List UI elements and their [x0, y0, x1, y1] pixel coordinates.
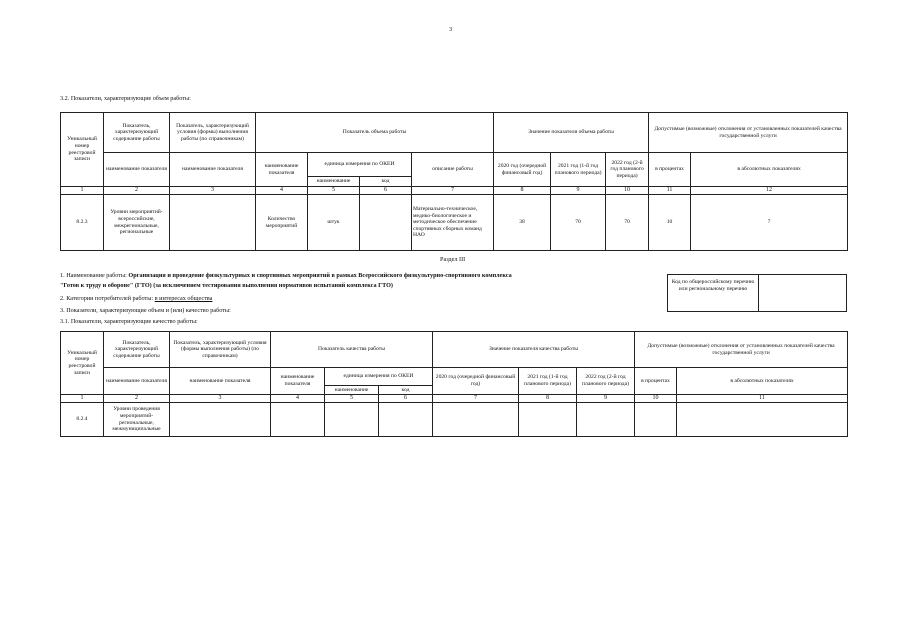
column-number: 8 [494, 187, 551, 195]
row-value-2022: 70 [606, 195, 649, 251]
column-number: 7 [433, 395, 519, 403]
row-conditions [170, 195, 256, 251]
quality-heading: 3.1. Показатели, характеризующие качество работы: [60, 318, 198, 325]
column-number: 9 [577, 395, 635, 403]
row-description: Материально-техническое, медико-биологическое и методическое обеспечение спортивных сборных команд НАО [412, 195, 494, 251]
header-name-indicator: наименование показателя [170, 153, 256, 187]
consumer-category-line [60, 295, 212, 303]
header-okei-code: код [379, 386, 433, 395]
header-quality-value: Значение показателя качества работы [433, 332, 635, 368]
header-conditions: Показатель, характеризующий условия (формы) выполнения работы (по справочникам) [170, 113, 256, 153]
row-okei-code [360, 195, 412, 251]
table-row [61, 403, 848, 437]
row-code: 8.2.3 [61, 195, 104, 251]
header-work-description: описание работы [412, 153, 494, 187]
header-year-2020: 2020 год (очередной финансовый год) [494, 153, 551, 187]
consumer-category-label: 2. Категории потребителей работы: [60, 295, 154, 302]
row-absolute [677, 403, 848, 437]
header-deviations: Допустимые (возможные) отклонения от установленных показателей качества государственной услуги [649, 113, 848, 153]
header-absolute: в абсолютных показателях [677, 368, 848, 395]
header-quality-indicator: Показатель качества работы [271, 332, 433, 368]
row-value-2020: 38 [494, 195, 551, 251]
registry-code-value-box [758, 274, 847, 312]
header-name-indicator: наименование показателя [170, 368, 271, 395]
column-number: 5 [325, 395, 379, 403]
header-deviations: Допустимые (возможные) отклонения от установленных показателей качества государственной услуги [635, 332, 848, 368]
row-indicator [325, 403, 379, 437]
quality-table [60, 331, 848, 437]
row-level: Уровни проведения мероприятий-региональные, межмуниципальные [104, 403, 170, 437]
column-number: 6 [360, 187, 412, 195]
column-number: 11 [649, 187, 691, 195]
column-number: 4 [271, 395, 325, 403]
row-percent [635, 403, 677, 437]
row-unit: штук [308, 195, 360, 251]
column-number: 6 [379, 395, 433, 403]
row-code: 8.2.4 [61, 403, 104, 437]
column-number: 8 [519, 395, 577, 403]
column-number: 7 [412, 187, 494, 195]
header-name-indicator: наименование показателя [104, 368, 170, 395]
header-name-indicator: наименование показателя [271, 368, 325, 395]
header-percent: в процентах [649, 153, 691, 187]
column-number: 11 [677, 395, 848, 403]
header-year-2022: 2022 год (2-й год планового периода) [606, 153, 649, 187]
header-percent: в процентах [635, 368, 677, 395]
registry-code-box [667, 274, 759, 312]
column-number: 2 [104, 395, 170, 403]
header-conditions: Показатель, характеризующий условия (формы выполнения работы) (по справочникам) [170, 332, 271, 368]
row-value-2021: 70 [551, 195, 606, 251]
header-okei-name: наименование [308, 177, 360, 187]
header-name-indicator: наименование показателя [104, 153, 170, 187]
column-number: 1 [61, 187, 104, 195]
column-number: 4 [256, 187, 308, 195]
row-indicator [271, 403, 325, 437]
volume-table [60, 112, 848, 251]
header-okei-code: код [360, 177, 412, 187]
column-number: 5 [308, 187, 360, 195]
work-name-value-cont: "Готов к труду и обороне" (ГТО) (за исключением тестирования выполнения нормативов испытаний комплекса ГТО) [60, 282, 393, 289]
row-conditions [170, 403, 271, 437]
page-number: 3 [449, 26, 453, 33]
header-year-2021: 2021 год (1-й год планового периода) [551, 153, 606, 187]
registry-code-label: Код по общероссийскому перечню или региональному перечню [671, 279, 755, 292]
work-name-line [60, 272, 660, 280]
column-number: 3 [170, 187, 256, 195]
row-level: Уровни мероприятий-всероссийские, межрегиональные, региональные [104, 195, 170, 251]
work-name-value: Организация и проведение физкультурных и спортивных мероприятий в рамках Всероссийского физкультурно-спортивного комплекса [128, 272, 512, 279]
header-year-2021: 2021 год (1-й год планового периода) [519, 368, 577, 395]
row-value-2022 [577, 403, 635, 437]
row-indicator: Количество мероприятий [256, 195, 308, 251]
section-title: Раздел III [440, 256, 466, 263]
row-value-2021 [519, 403, 577, 437]
column-number: 2 [104, 187, 170, 195]
column-number: 1 [61, 395, 104, 403]
header-year-2022: 2022 год (2-й год планового периода) [577, 368, 635, 395]
work-name-label: 1. Наименование работы: [60, 272, 127, 279]
header-absolute: в абсолютных показателях [691, 153, 848, 187]
header-volume-indicator: Показатель объема работы [256, 113, 494, 153]
row-percent: 10 [649, 195, 691, 251]
header-okei-name: наименование [325, 386, 379, 395]
table-row [61, 195, 848, 251]
column-number: 10 [606, 187, 649, 195]
header-unique-number: Уникальный номер реестровой записи [61, 113, 104, 187]
column-number: 9 [551, 187, 606, 195]
column-number: 10 [635, 395, 677, 403]
row-absolute: 7 [691, 195, 848, 251]
section-3-2-heading: 3.2. Показатели, характеризующие объем работы: [60, 95, 191, 102]
column-number: 3 [170, 395, 271, 403]
column-number: 12 [691, 187, 848, 195]
row-indicator [379, 403, 433, 437]
header-unique-number: Уникальный номер реестровой записи [61, 332, 104, 395]
header-year-2020: 2020 год (очередной финансовый год) [433, 368, 519, 395]
header-content: Показатель, характеризующий содержание работы [104, 332, 170, 368]
header-content: Показатель, характеризующий содержание работы [104, 113, 170, 153]
header-name-indicator: наименование показателя [256, 153, 308, 187]
consumer-category-value: в интересах общества [154, 295, 213, 302]
row-value-2020 [433, 403, 519, 437]
indicators-heading: 3. Показатели, характеризующие объем и (или) качество работы: [60, 307, 231, 314]
header-okei: единица измерения по ОКЕИ [308, 153, 412, 177]
header-volume-value: Значение показателя объема работы [494, 113, 649, 153]
header-okei: единица измерения по ОКЕИ [325, 368, 433, 386]
